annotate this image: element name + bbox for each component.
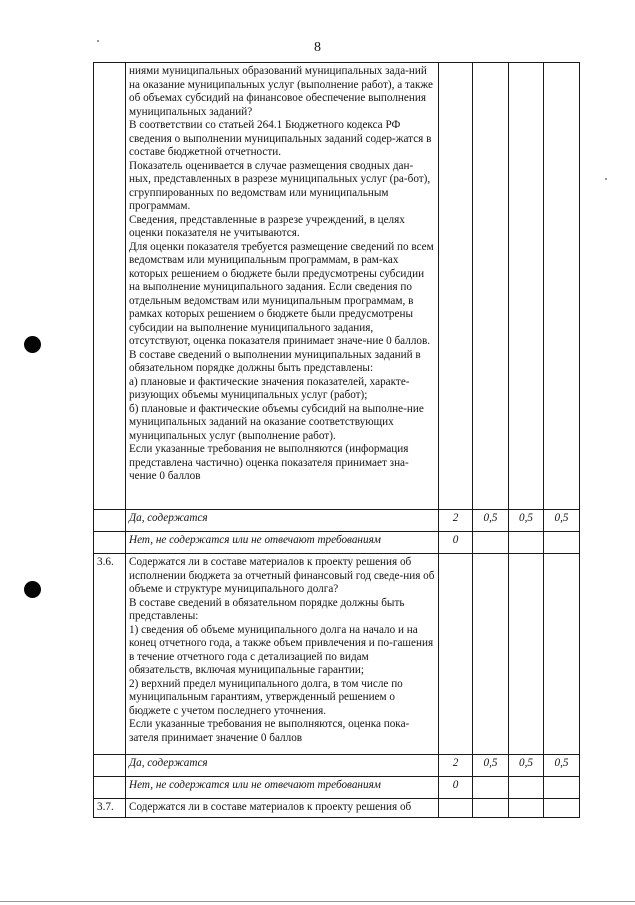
- desc-paragraph: В составе сведений в обязательном порядке должны быть представлены:: [129, 596, 405, 622]
- answer-weight-1: [473, 532, 509, 554]
- answer-weight-3: 0,5: [544, 755, 580, 777]
- criterion-number: 3.6.: [94, 554, 126, 755]
- answer-weight-1: [473, 777, 509, 799]
- criteria-table: [93, 62, 580, 818]
- desc-paragraph: а) плановые и фактические значения показателей, характе-ризующих объемы муниципальных услуг (работ);: [129, 375, 410, 401]
- answer-points: 2: [439, 755, 473, 777]
- answer-points: 2: [439, 510, 473, 532]
- punch-hole: [24, 581, 41, 598]
- answer-points: 0: [439, 532, 473, 554]
- page-number: 8: [314, 40, 321, 55]
- answer-row: [94, 777, 580, 799]
- desc-paragraph: Если указанные требования не выполняются, оценка пока-зателя принимает значение 0 баллов: [129, 718, 410, 744]
- answer-row: [94, 532, 580, 554]
- desc-paragraph: ниями муниципальных образований муниципальных зада-ний на оказание муниципальных услуг (выполнение работ), а также об объемах субсидий на финансовое обеспечение выполнения муниципальных заданий?: [129, 65, 433, 118]
- answer-points: 0: [439, 777, 473, 799]
- desc-paragraph: Содержатся ли в составе материалов к проекту решения об исполнении бюджета за отчетный финансовый год сведе-ния об объеме и структуре муниципального долга?: [129, 556, 435, 595]
- punch-hole: [24, 336, 41, 353]
- answer-label: Да, содержатся: [126, 755, 439, 777]
- answer-row: [94, 755, 580, 777]
- scan-speck: [605, 178, 607, 180]
- desc-paragraph: Для оценки показателя требуется размещение сведений по всем ведомствам или муниципальным программам, в рам-ках которых решением о бюджете были предусмотрены субсидии на выполнение муниципального задания. Если сведения по отдельным ведомствам или муниципальным программам, в рамках которых решением о бюджете были предусмотрены субсидии на выполнение муниципального задания, отсутствуют, оценка показателя принимает значе-ние 0 баллов.: [129, 240, 434, 347]
- answer-label: Нет, не содержатся или не отвечают требованиям: [126, 777, 439, 799]
- answer-label: Да, содержатся: [126, 510, 439, 532]
- desc-paragraph: В составе сведений о выполнении муниципальных заданий в обязательном порядке должны быть представлены:: [129, 348, 421, 374]
- desc-paragraph: В соответствии со статьей 264.1 Бюджетного кодекса РФ сведения о выполнении муниципальных заданий содер-жатся в составе бюджетной отчетности.: [129, 119, 432, 158]
- desc-paragraph: 2) верхний предел муниципального долга, в том числе по муниципальным гарантиям, утвержденный решением о бюджете с учетом последнего уточнения.: [129, 677, 403, 717]
- criterion-row: [94, 63, 580, 510]
- answer-weight-3: [544, 777, 580, 799]
- criterion-row: [94, 799, 580, 818]
- desc-paragraph: Сведения, представленные в разрезе учреждений, в целях оценки показателя не учитываются.: [129, 213, 405, 239]
- criterion-description: [126, 63, 439, 510]
- criterion-row: [94, 554, 580, 755]
- answer-weight-3: 0,5: [544, 510, 580, 532]
- desc-paragraph: б) плановые и фактические объемы субсидий на выполне-ние муниципальных заданий на оказание соответствующих муниципальных услуг (выполнение работ).: [129, 402, 424, 442]
- scan-speck: [97, 40, 99, 42]
- answer-weight-2: 0,5: [509, 510, 544, 532]
- criterion-number: [94, 63, 126, 510]
- answer-weight-2: [509, 777, 544, 799]
- page-bottom-edge: [0, 901, 635, 902]
- answer-weight-1: 0,5: [473, 755, 509, 777]
- desc-paragraph: 1) сведения об объеме муниципального долга на начало и на конец отчетного года, а также объем привлечения и по-гашения в течение отчетного года с детализацией по видам обязательств, включая муниципальные гарантии;: [129, 623, 434, 676]
- criterion-number: 3.7.: [94, 799, 126, 818]
- answer-weight-2: [509, 532, 544, 554]
- desc-paragraph: Если указанные требования не выполняются (информация представлена частично) оценка показателя принимает зна-чение 0 баллов: [129, 443, 409, 482]
- answer-label: Нет, не содержатся или не отвечают требованиям: [126, 532, 439, 554]
- answer-row: [94, 510, 580, 532]
- desc-paragraph: Показатель оценивается в случае размещения сводных дан-ных, представленных в разрезе муниципальных услуг (ра-бот), сгруппированных по ведомствам или муниципальным программам.: [129, 159, 431, 212]
- criterion-description: [126, 554, 439, 755]
- answer-weight-3: [544, 532, 580, 554]
- criterion-description: [126, 799, 439, 818]
- desc-paragraph: Содержатся ли в составе материалов к проекту решения об: [129, 801, 412, 813]
- answer-weight-2: 0,5: [509, 755, 544, 777]
- answer-weight-1: 0,5: [473, 510, 509, 532]
